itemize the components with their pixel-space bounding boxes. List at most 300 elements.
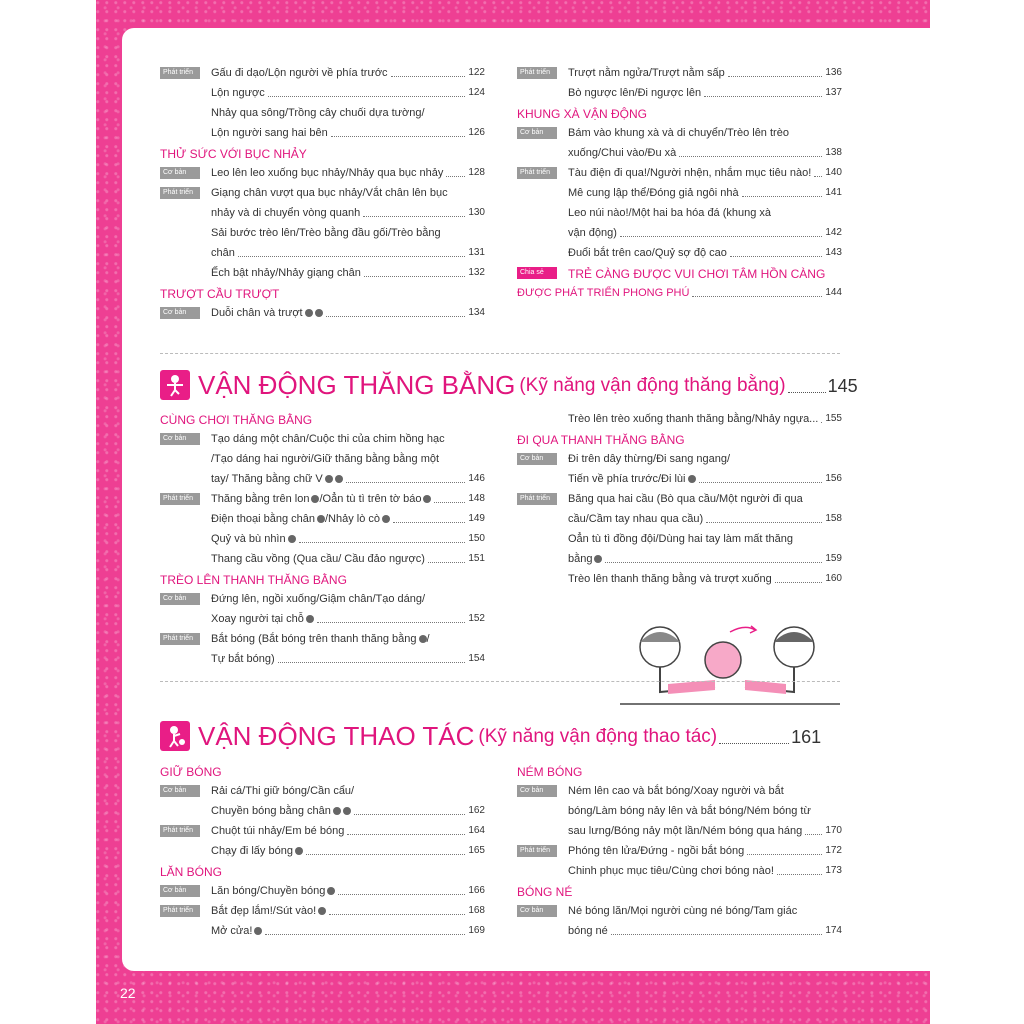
entry-title xyxy=(211,429,445,449)
tag-label: Phát triển xyxy=(517,167,557,179)
entry-page: 151 xyxy=(468,553,485,564)
video-badge-icon xyxy=(688,475,696,483)
video-badge-icon xyxy=(315,309,323,317)
entry-page: 156 xyxy=(825,473,842,484)
entry-page: 155 xyxy=(825,413,842,424)
entry-title xyxy=(568,183,739,203)
toc-entry-row xyxy=(517,409,842,429)
dot-leader xyxy=(268,83,466,97)
toc-subheading: LĂN BÓNG xyxy=(160,865,223,879)
entry-title xyxy=(211,901,326,921)
toc-entry[interactable] xyxy=(568,143,842,163)
toc-top-left xyxy=(160,63,485,323)
toc-entry[interactable] xyxy=(568,529,842,549)
entry-page: 136 xyxy=(825,67,842,78)
entry-title-text: bóng né xyxy=(568,925,608,937)
page-number: 22 xyxy=(120,985,136,1001)
toc-entry[interactable] xyxy=(211,303,485,323)
entry-title-text: Bắt bóng (Bắt bóng trên thanh thăng bằng xyxy=(211,633,417,645)
toc-entry[interactable] xyxy=(211,123,485,143)
toc-entry[interactable] xyxy=(211,203,485,223)
toc-entry[interactable] xyxy=(211,509,485,529)
toc-entry-row xyxy=(517,163,842,183)
entry-title-text: Thang cầu vồng (Qua cầu/ Cầu đảo ngược) xyxy=(211,553,425,565)
entry-page: 149 xyxy=(468,513,485,524)
video-badge-icon xyxy=(254,927,262,935)
dot-leader xyxy=(326,303,466,317)
toc-entry-row xyxy=(517,123,842,143)
tag-label: Phát triển xyxy=(517,845,557,857)
tag-label: Cơ bản xyxy=(160,167,200,179)
toc-entry-row xyxy=(160,589,485,609)
toc-entry[interactable] xyxy=(568,243,842,263)
entry-title xyxy=(211,469,343,489)
entry-title-text: Bắt đẹp lắm!/Sút vào! xyxy=(211,905,317,917)
tag-label: Cơ bản xyxy=(160,433,200,445)
dot-leader xyxy=(434,489,465,503)
toc-entry-row xyxy=(160,629,485,649)
toc-subheading-row xyxy=(517,103,842,123)
toc-entry[interactable] xyxy=(568,63,842,83)
toc-entry-row xyxy=(160,549,485,569)
entry-title xyxy=(568,449,730,469)
toc-entry[interactable] xyxy=(568,861,842,881)
toc-manip-right xyxy=(517,761,842,941)
toc-entry[interactable] xyxy=(211,183,485,203)
toc-entry-row xyxy=(160,203,485,223)
entry-title-text-2: / xyxy=(426,633,430,645)
toc-entry-row xyxy=(517,921,842,941)
toc-entry-row xyxy=(160,303,485,323)
toc-entry[interactable] xyxy=(211,609,485,629)
toc-subheading: TRÈO LÊN THANH THĂNG BẰNG xyxy=(160,573,347,587)
entry-title xyxy=(568,469,696,489)
entry-title xyxy=(211,303,323,323)
entry-title-text: Gấu đi dạo/Lộn người về phía trước xyxy=(211,67,388,79)
tag-label: Phát triển xyxy=(160,825,200,837)
entry-title xyxy=(568,203,771,223)
video-badge-icon xyxy=(423,495,431,503)
toc-entry[interactable] xyxy=(568,549,842,569)
toc-entry-row xyxy=(160,921,485,941)
toc-entry[interactable] xyxy=(568,801,842,821)
dot-leader xyxy=(363,203,465,217)
entry-title xyxy=(211,841,303,861)
toc-entry[interactable] xyxy=(517,283,842,303)
tag-label: Phát triển xyxy=(160,493,200,505)
toc-entry-row xyxy=(517,549,842,569)
tag-label: Phát triển xyxy=(517,493,557,505)
dot-leader xyxy=(391,63,466,77)
entry-title-text: Đi trên dây thừng/Đi sang ngang/ xyxy=(568,453,731,465)
toc-entry[interactable] xyxy=(211,83,485,103)
toc-entry[interactable] xyxy=(568,901,842,921)
entry-title-text: Trượt nằm ngửa/Trượt nằm sấp xyxy=(568,67,725,79)
toc-entry[interactable] xyxy=(211,649,485,669)
toc-entry[interactable] xyxy=(211,801,485,821)
toc-entry[interactable] xyxy=(211,781,485,801)
tag-label: Chia sẻ xyxy=(517,267,557,279)
dot-leader xyxy=(742,183,823,197)
entry-title-text: Né bóng lăn/Mọi người cùng né bóng/Tam giác xyxy=(568,905,798,917)
entry-page: 166 xyxy=(468,885,485,896)
entry-title xyxy=(211,629,430,649)
tag-label: Cơ bản xyxy=(517,905,557,917)
dot-leader xyxy=(265,921,465,935)
entry-page: 146 xyxy=(468,473,485,484)
dot-leader xyxy=(747,841,822,855)
toc-entry[interactable] xyxy=(211,449,485,469)
entry-title xyxy=(568,861,774,881)
entry-page: 173 xyxy=(825,865,842,876)
entry-title-text: Điện thoại bằng chân xyxy=(211,513,315,525)
toc-entry[interactable] xyxy=(568,569,842,589)
toc-entry-row xyxy=(517,83,842,103)
video-badge-icon xyxy=(343,807,351,815)
entry-title-text: Ếch bật nhảy/Nhảy giạng chân xyxy=(211,267,361,279)
toc-entry[interactable] xyxy=(211,529,485,549)
entry-title-text: Quỷ và bù nhìn xyxy=(211,533,286,545)
dot-leader xyxy=(354,801,465,815)
video-badge-icon xyxy=(318,907,326,915)
toc-entry-row xyxy=(517,63,842,83)
toc-entry[interactable] xyxy=(211,841,485,861)
toc-entry[interactable] xyxy=(211,429,485,449)
entry-title xyxy=(211,163,443,183)
entry-title-text: Băng qua hai cầu (Bò qua cầu/Một người đi qua xyxy=(568,493,803,505)
dot-leader xyxy=(428,549,465,563)
entry-title xyxy=(568,489,803,509)
entry-page: 162 xyxy=(468,805,485,816)
entry-page: 164 xyxy=(468,825,485,836)
tag-label: Cơ bản xyxy=(160,307,200,319)
entry-title-text-2: /Oẳn tù tì trên tờ báo xyxy=(319,493,422,505)
tag-label: Cơ bản xyxy=(517,785,557,797)
entry-title xyxy=(211,63,388,83)
toc-entry[interactable] xyxy=(568,469,842,489)
dot-leader xyxy=(730,243,822,257)
toc-entry-row xyxy=(517,509,842,529)
entry-title xyxy=(517,283,689,303)
entry-title xyxy=(211,781,354,801)
toc-subheading-row xyxy=(517,881,842,901)
toc-entry-row xyxy=(517,781,842,801)
entry-title-text: chân xyxy=(211,247,235,259)
entry-page: 142 xyxy=(825,227,842,238)
entry-title-text: Tạo dáng một chân/Cuộc thi của chim hồng hạc xyxy=(211,433,445,445)
tag-label: Cơ bản xyxy=(160,785,200,797)
toc-manip-left xyxy=(160,761,485,941)
toc-entry[interactable] xyxy=(211,489,485,509)
entry-page: 130 xyxy=(468,207,485,218)
entry-page: 148 xyxy=(468,493,485,504)
entry-page: 134 xyxy=(468,307,485,318)
entry-title-text: Phóng tên lửa/Đứng - ngồi bắt bóng xyxy=(568,845,745,857)
toc-entry-row xyxy=(160,163,485,183)
balance-child-icon xyxy=(160,370,190,400)
entry-page: 172 xyxy=(825,845,842,856)
dot-leader xyxy=(446,163,465,177)
entry-title-text: Thăng bằng trên lon xyxy=(211,493,310,505)
toc-entry[interactable] xyxy=(568,841,842,861)
entry-title xyxy=(568,243,727,263)
dot-leader xyxy=(775,569,823,583)
toc-subheading: ĐI QUA THANH THĂNG BẰNG xyxy=(517,433,685,447)
entry-page: 158 xyxy=(825,513,842,524)
toc-entry[interactable] xyxy=(211,103,485,123)
entry-title-text: Tàu điện đi qua!/Người nhện, nhắm mục tiêu nào! xyxy=(568,167,812,179)
entry-title-text: Chuột túi nhảy/Em bé bóng xyxy=(211,825,345,837)
entry-title-text-2: /Nhảy lò cò xyxy=(324,513,380,525)
dot-leader xyxy=(364,263,465,277)
entry-title xyxy=(568,143,676,163)
entry-title-text: vận động) xyxy=(568,227,617,239)
divider xyxy=(160,353,840,354)
toc-subheading-row xyxy=(517,263,842,283)
entry-title-text: Trèo lên trèo xuống thanh thăng bằng/Nhảy ngựa... xyxy=(568,413,819,425)
dot-leader xyxy=(679,143,822,157)
dot-leader xyxy=(329,901,465,915)
toc-subheading-row xyxy=(160,143,485,163)
ball-child-icon xyxy=(160,721,190,751)
entry-page: 168 xyxy=(468,905,485,916)
toc-entry-row xyxy=(517,449,842,469)
entry-title-text: Bò ngược lên/Đi ngược lên xyxy=(568,87,702,99)
tag-label: Cơ bản xyxy=(517,453,557,465)
toc-balance-right xyxy=(517,409,842,589)
video-badge-icon xyxy=(419,635,427,643)
toc-entry-row xyxy=(160,841,485,861)
entry-title xyxy=(211,223,441,243)
toc-entry-row xyxy=(517,801,842,821)
tag-label: Cơ bản xyxy=(160,593,200,605)
entry-title xyxy=(568,123,789,143)
toc-entry-row xyxy=(160,83,485,103)
toc-entry-row xyxy=(160,609,485,629)
toc-entry-row xyxy=(160,821,485,841)
toc-entry-row xyxy=(160,223,485,243)
entry-title xyxy=(211,649,275,669)
toc-entry[interactable] xyxy=(211,821,485,841)
toc-subheading: GIỮ BÓNG xyxy=(160,765,222,779)
toc-entry[interactable] xyxy=(568,183,842,203)
toc-entry[interactable] xyxy=(211,901,485,921)
entry-title-text: cầu/Cầm tay nhau qua cầu) xyxy=(568,513,704,525)
toc-entry[interactable] xyxy=(568,509,842,529)
dot-leader xyxy=(805,821,822,835)
entry-title-text: Mở cửa! xyxy=(211,925,253,937)
entry-title-text: Chạy đi lấy bóng xyxy=(211,845,293,857)
toc-entry[interactable] xyxy=(568,223,842,243)
toc-subheading-row xyxy=(517,429,842,449)
entry-title xyxy=(568,821,802,841)
toc-entry[interactable] xyxy=(568,781,842,801)
entry-title-text: ĐƯỢC PHÁT TRIỂN PHONG PHÚ xyxy=(517,287,690,299)
entry-title xyxy=(568,409,818,429)
entry-title-text: Leo lên leo xuống bục nhảy/Nhảy qua bục nhảy xyxy=(211,167,444,179)
toc-entry-row xyxy=(160,429,485,449)
toc-entry[interactable] xyxy=(568,449,842,469)
tag-label: Cơ bản xyxy=(160,885,200,897)
toc-entry[interactable] xyxy=(211,921,485,941)
tag-label: Phát triển xyxy=(517,67,557,79)
entry-title xyxy=(211,83,265,103)
entry-title-text: Xoay người tại chỗ xyxy=(211,613,304,625)
entry-title-text: Giạng chân vượt qua bục nhảy/Vắt chân lên bục xyxy=(211,187,448,199)
entry-title xyxy=(568,83,701,103)
dot-leader xyxy=(706,509,822,523)
section-balance-page: 145 xyxy=(827,376,858,396)
entry-title xyxy=(568,63,725,83)
dot-leader xyxy=(299,529,466,543)
toc-balance-left xyxy=(160,409,485,669)
toc-entry[interactable] xyxy=(211,263,485,283)
entry-title-text: Ném lên cao và bắt bóng/Xoay người và bắt xyxy=(568,785,784,797)
entry-page: 138 xyxy=(825,147,842,158)
entry-title-text: tay/ Thăng bằng chữ V xyxy=(211,473,323,485)
toc-entry-row xyxy=(160,469,485,489)
toc-entry-row xyxy=(517,569,842,589)
entry-title xyxy=(568,841,744,861)
entry-title-text: Duỗi chân và trượt xyxy=(211,307,303,319)
entry-title xyxy=(211,549,425,569)
toc-entry[interactable] xyxy=(211,629,485,649)
toc-entry[interactable] xyxy=(211,549,485,569)
toc-entry-row xyxy=(517,469,842,489)
video-badge-icon xyxy=(288,535,296,543)
toc-entry-row xyxy=(517,861,842,881)
toc-entry-row xyxy=(517,901,842,921)
toc-entry[interactable] xyxy=(568,921,842,941)
entry-title-text: bóng/Làm bóng nảy lên và bắt bóng/Ném bóng từ xyxy=(568,805,811,817)
entry-title xyxy=(568,509,703,529)
kids-ball-illustration xyxy=(620,612,840,712)
toc-entry[interactable] xyxy=(568,489,842,509)
tag-label: Phát triển xyxy=(160,187,200,199)
entry-title xyxy=(568,801,811,821)
video-badge-icon xyxy=(333,807,341,815)
toc-subheading: NÉM BÓNG xyxy=(517,765,583,779)
dot-leader xyxy=(238,243,465,257)
entry-page: 159 xyxy=(825,553,842,564)
toc-entry-row xyxy=(160,243,485,263)
toc-top-right xyxy=(517,63,842,303)
toc-entry[interactable] xyxy=(568,409,842,429)
toc-subheading: BÓNG NÉ xyxy=(517,885,573,899)
toc-entry-row xyxy=(160,901,485,921)
toc-entry-row xyxy=(160,103,485,123)
entry-page: 144 xyxy=(825,287,842,298)
dot-leader xyxy=(338,881,465,895)
toc-entry[interactable] xyxy=(568,821,842,841)
toc-entry-row xyxy=(517,183,842,203)
section-manip-title xyxy=(160,717,821,751)
toc-entry[interactable] xyxy=(211,469,485,489)
toc-entry-row xyxy=(160,509,485,529)
toc-entry-row xyxy=(160,183,485,203)
toc-entry-row xyxy=(160,649,485,669)
entry-title-text: Đuổi bắt trên cao/Quỷ sợ độ cao xyxy=(568,247,727,259)
video-badge-icon xyxy=(325,475,333,483)
dot-leader xyxy=(719,743,789,744)
toc-entry-row xyxy=(517,821,842,841)
section-manip-page: 161 xyxy=(791,727,822,747)
entry-title xyxy=(568,569,772,589)
entry-page: 128 xyxy=(468,167,485,178)
entry-title xyxy=(211,801,351,821)
toc-subheading-row xyxy=(160,409,485,429)
entry-title xyxy=(568,529,793,549)
entry-title-text: Nhảy qua sông/Trồng cây chuối dựa tường/ xyxy=(211,107,425,119)
entry-title-text: Leo núi nào!/Một hai ba hóa đá (khung xà xyxy=(568,207,772,219)
dot-leader xyxy=(821,409,822,423)
toc-entry[interactable] xyxy=(211,243,485,263)
toc-entry-row xyxy=(160,263,485,283)
dot-leader xyxy=(699,469,823,483)
entry-title xyxy=(568,781,784,801)
entry-title xyxy=(211,489,431,509)
entry-title xyxy=(211,243,235,263)
toc-entry[interactable] xyxy=(211,63,485,83)
entry-title xyxy=(211,263,361,283)
toc-entry[interactable] xyxy=(211,223,485,243)
entry-page: 165 xyxy=(468,845,485,856)
dot-leader xyxy=(393,509,465,523)
entry-page: 132 xyxy=(468,267,485,278)
dot-leader xyxy=(704,83,822,97)
toc-entry[interactable] xyxy=(211,589,485,609)
toc-entry[interactable] xyxy=(568,123,842,143)
tag-label: Phát triển xyxy=(160,633,200,645)
entry-title-text: Chinh phục mục tiêu/Cùng chơi bóng nào! xyxy=(568,865,774,877)
entry-title xyxy=(211,881,335,901)
toc-entry-row xyxy=(160,123,485,143)
entry-title xyxy=(568,901,797,921)
dot-leader xyxy=(611,921,823,935)
toc-entry[interactable] xyxy=(568,203,842,223)
toc-entry[interactable] xyxy=(568,83,842,103)
entry-page: 150 xyxy=(468,533,485,544)
entry-title-text: Trèo lên thanh thăng bằng và trượt xuống xyxy=(568,573,772,585)
entry-title-text: Tiến về phía trước/Đi lùi xyxy=(568,473,686,485)
entry-title-text: /Tạo dáng hai người/Giữ thăng bằng bằng một xyxy=(211,453,440,465)
toc-entry[interactable] xyxy=(568,163,842,183)
entry-page: 170 xyxy=(825,825,842,836)
toc-entry-row xyxy=(160,449,485,469)
toc-entry[interactable] xyxy=(211,163,485,183)
entry-title xyxy=(211,529,296,549)
entry-title xyxy=(211,183,448,203)
entry-title-text: Lăn bóng/Chuyền bóng xyxy=(211,885,326,897)
entry-title-text: xuống/Chui vào/Đu xà xyxy=(568,147,677,159)
video-badge-icon xyxy=(594,555,602,563)
toc-entry-row xyxy=(517,243,842,263)
entry-title xyxy=(211,589,425,609)
dot-leader xyxy=(777,861,822,875)
entry-page: 141 xyxy=(825,187,842,198)
toc-entry[interactable] xyxy=(211,881,485,901)
section-balance-subheading: (Kỹ năng vận động thăng bằng) xyxy=(519,375,786,396)
dot-leader xyxy=(788,392,826,393)
entry-title-text: Bám vào khung xà và di chuyển/Trèo lên trèo xyxy=(568,127,789,139)
toc-entry-row xyxy=(160,781,485,801)
entry-page: 160 xyxy=(825,573,842,584)
toc-subheading-row xyxy=(160,861,485,881)
toc-subheading: TRƯỢT CẦU TRƯỢT xyxy=(160,287,280,301)
section-balance-title xyxy=(160,366,858,400)
entry-page: 143 xyxy=(825,247,842,258)
entry-title-text: Mê cung lập thể/Đóng giả ngôi nhà xyxy=(568,187,739,199)
